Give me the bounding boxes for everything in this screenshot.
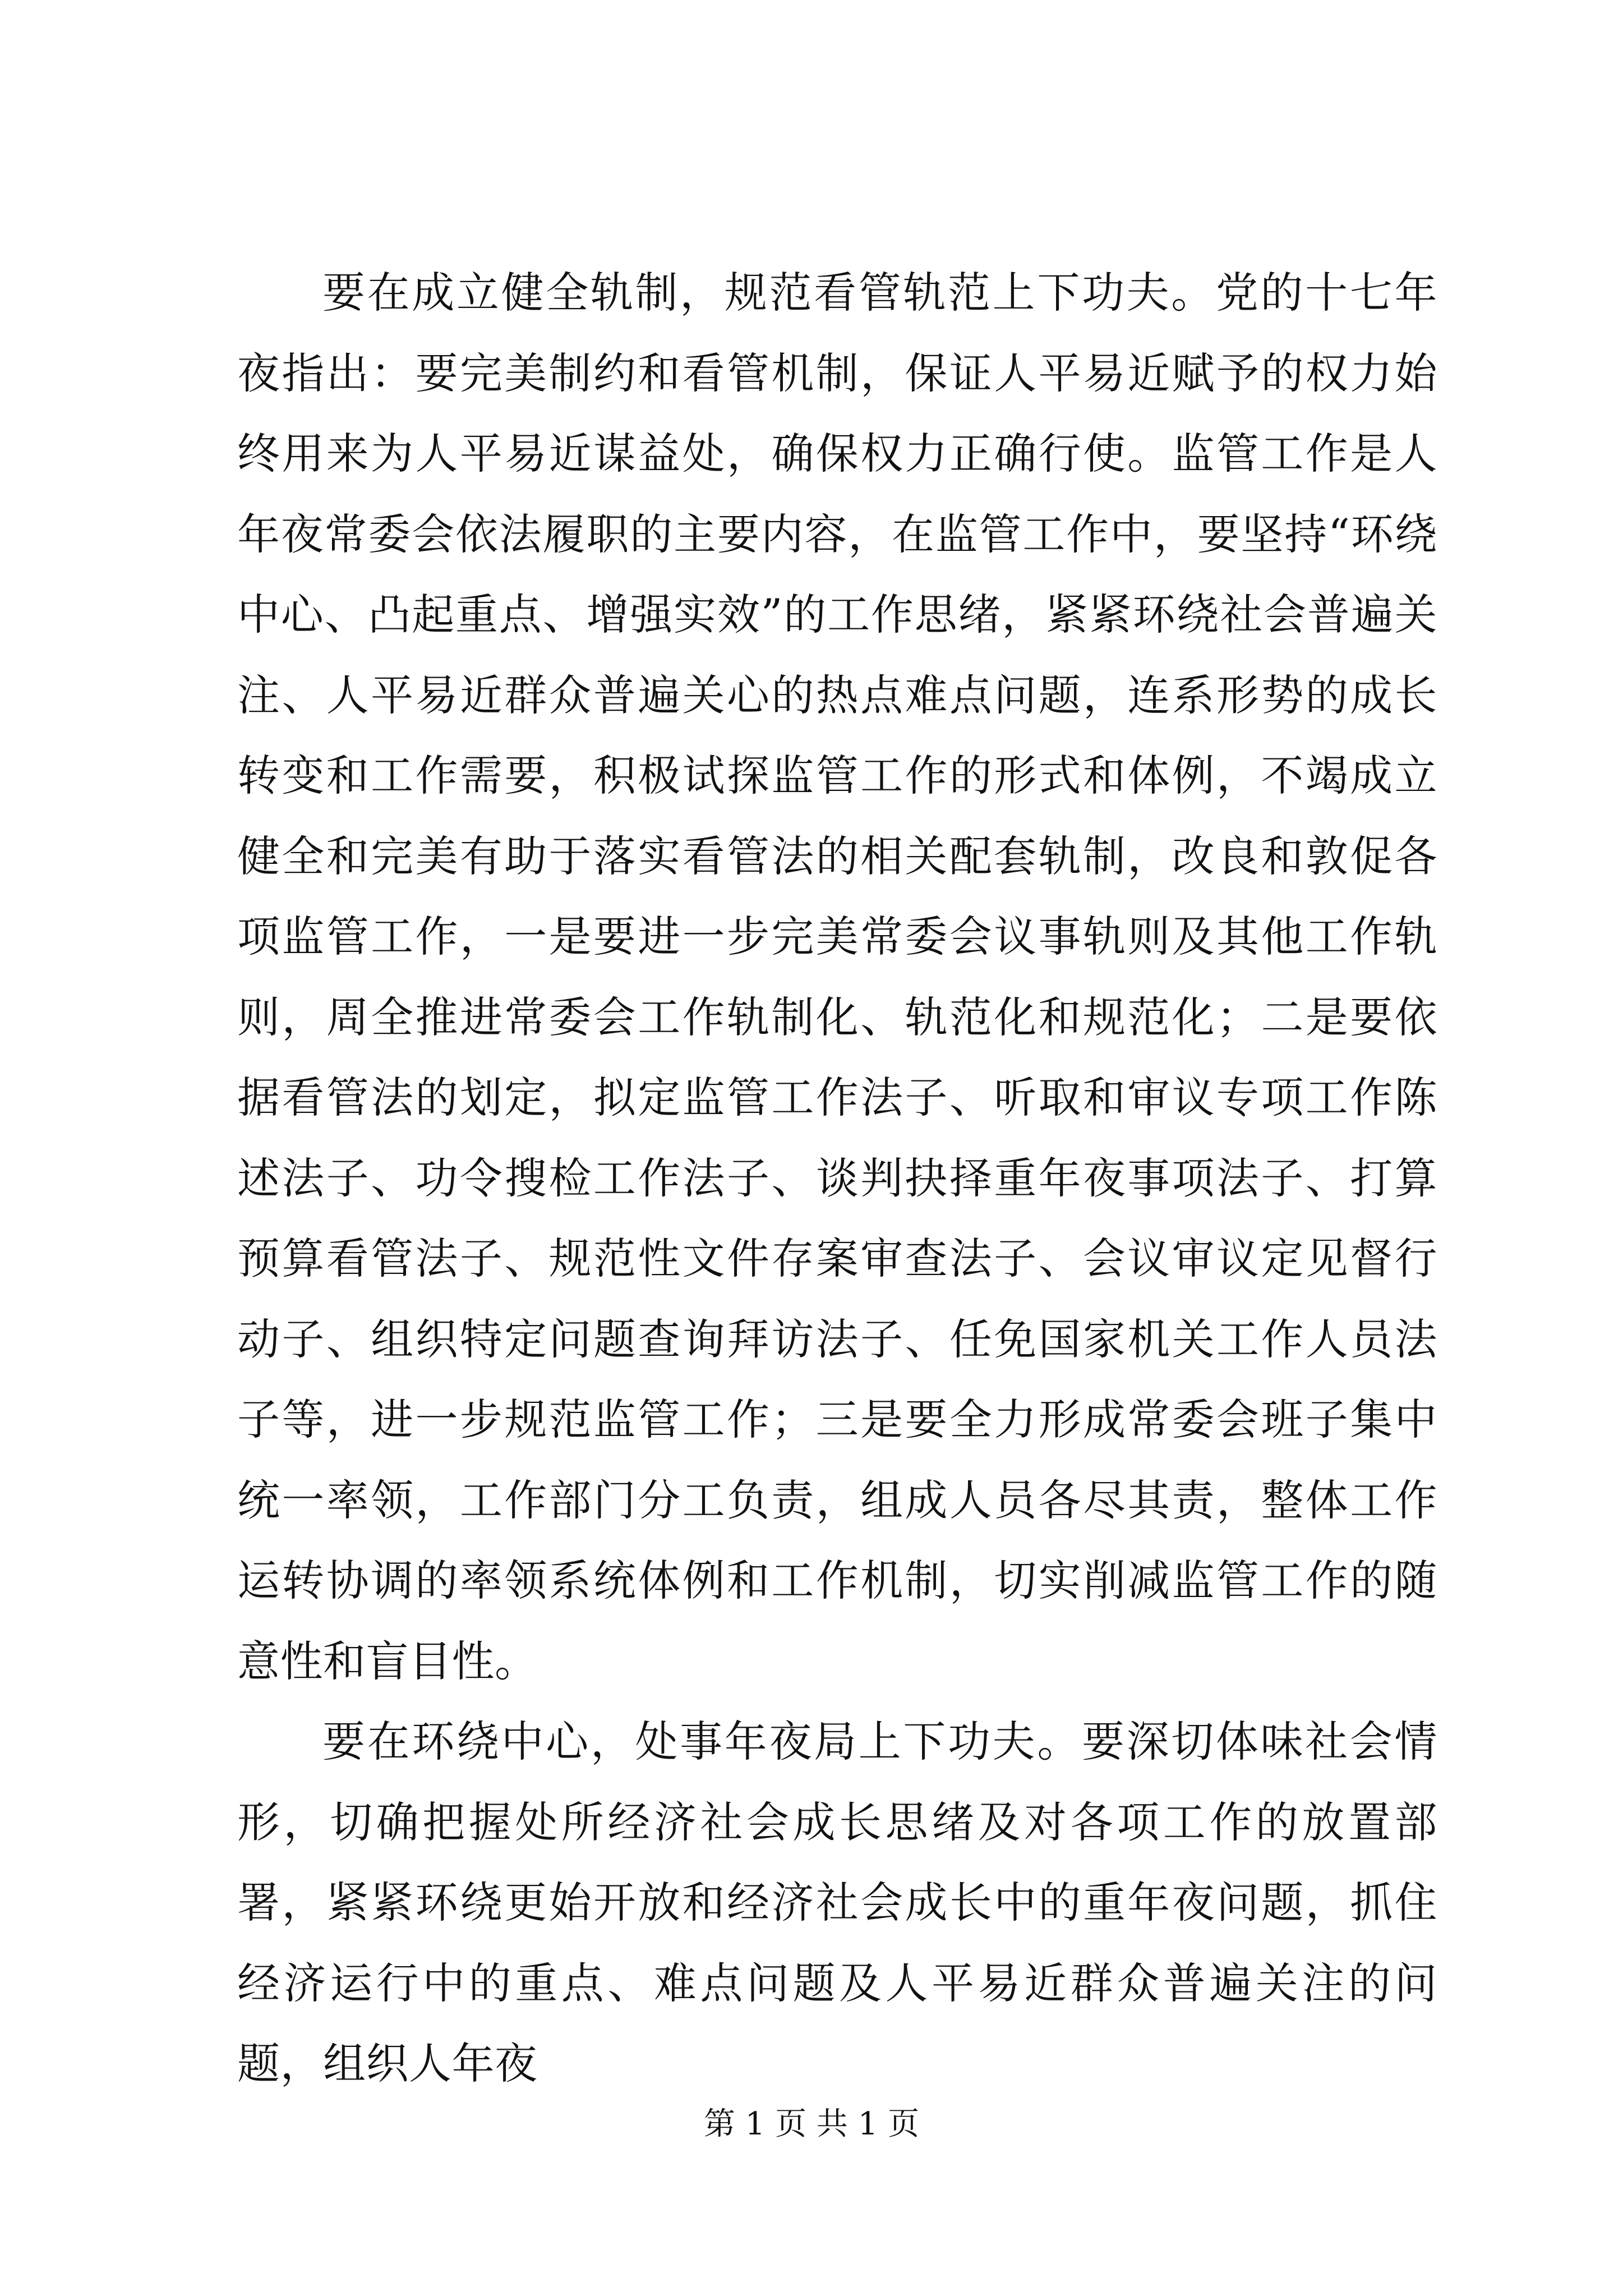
document-body [237,252,1437,2104]
paragraph: 要在环绕中心，处事年夜局上下功夫。要深切体味社会情形，切确把握处所经济社会成长思绪及对各项工作的放置部署，紧紧环绕更始开放和经济社会成长中的重年夜问题，抓住经济运行中的重点、难点问题及人平易近群众普遍关注的问题，组织人年夜 [237,1717,1437,2088]
paragraph: 要在成立健全轨制，规范看管轨范上下功夫。党的十七年夜指出：要完美制约和看管机制，保证人平易近赋予的权力始终用来为人平易近谋益处，确保权力正确行使。监管工作是人年夜常委会依法履职的主要内容，在监管工作中，要坚持“环绕中心、凸起重点、增强实效”的工作思绪，紧紧环绕社会普遍关注、人平易近群众普遍关心的热点难点问题，连系形势的成长转变和工作需要，积极试探监管工作的形式和体例，不竭成立健全和完美有助于落实看管法的相关配套轨制，改良和敦促各项监管工作，一是要进一步完美常委会议事轨则及其他工作轨则，周全推进常委会工作轨制化、轨范化和规范化；二是要依据看管法的划定，拟定监管工作法子、听取和审议专项工作陈述法子、功令搜检工作法子、谈判抉择重年夜事项法子、打算预算看管法子、规范性文件存案审查法子、会议审议定见督行动子、组织特定问题查询拜访法子、任免国家机关工作人员法子等，进一步规范监管工作；三是要全力形成常委会班子集中统一率领，工作部门分工负责，组成人员各尽其责，整体工作运转协调的率领系统体例和工作机制，切实削减监管工作的随意性和盲目性。 [237,268,1437,1686]
page-footer: 第 1 页 共 1 页 [703,2106,920,2142]
